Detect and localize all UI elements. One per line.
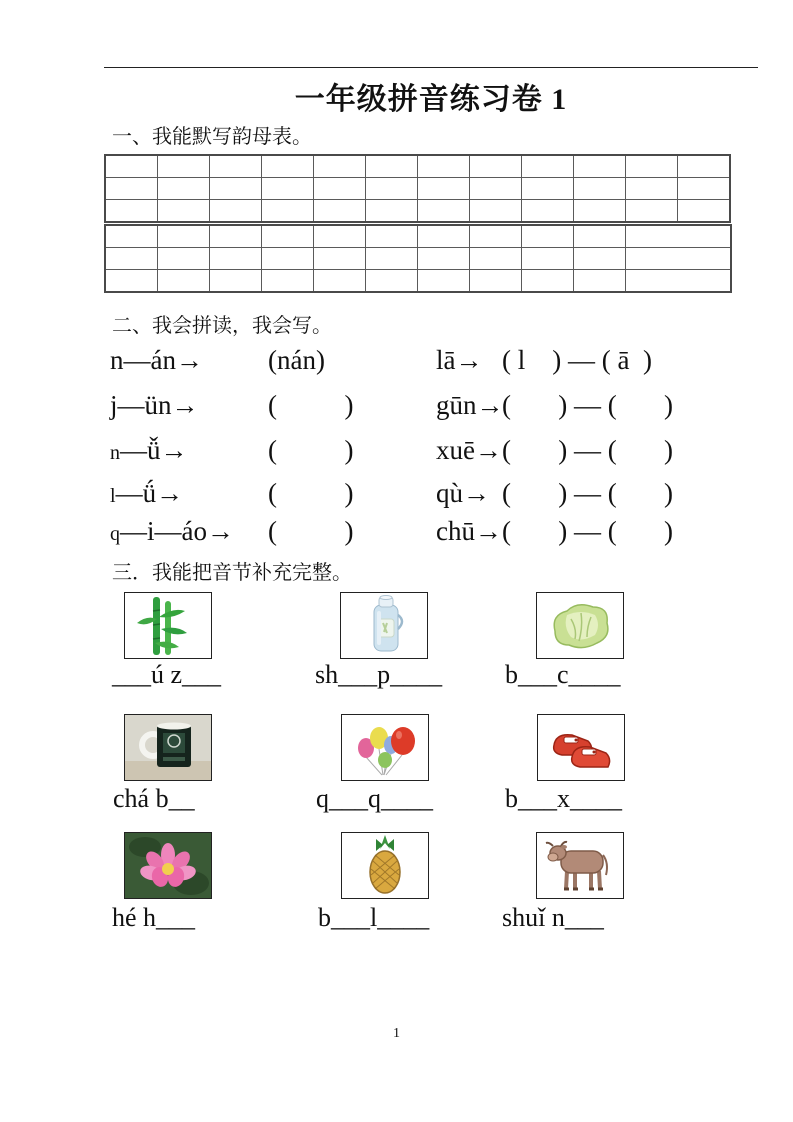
pinyin-right-expression: qù→	[436, 478, 490, 508]
syllable-blank-mug: chá b__	[113, 784, 195, 813]
pinyin-right-expression: gūn→	[436, 390, 504, 420]
pinyin-right-expression: lā→	[436, 345, 483, 375]
image-bamboo	[124, 592, 212, 659]
syllable-blank-lotus: hé h___	[112, 903, 196, 932]
table-cell	[366, 155, 418, 178]
table-cell	[418, 248, 470, 270]
table-cell	[105, 178, 158, 200]
table-cell	[158, 178, 210, 200]
table-cell	[470, 248, 522, 270]
red-shoes-icon	[538, 715, 624, 780]
table-cell	[366, 178, 418, 200]
vowel-table-bottom	[104, 224, 732, 293]
pinyin-left-main: —ǚ→	[120, 435, 188, 465]
lotus-icon	[125, 833, 211, 898]
table-cell	[210, 155, 262, 178]
table-cell	[418, 200, 470, 223]
table-row	[105, 270, 731, 293]
table-cell	[314, 225, 366, 248]
syllable-blank-balloons: q___q____	[316, 784, 433, 813]
table-cell	[210, 200, 262, 223]
pinyin-right-answer: ( ) — ( )	[502, 516, 673, 546]
balloons-icon	[342, 715, 428, 780]
table-cell	[210, 178, 262, 200]
section3-heading: 三．我能把音节补充完整。	[112, 562, 352, 584]
image-balloons	[341, 714, 429, 781]
table-cell	[574, 155, 626, 178]
table-cell	[470, 270, 522, 293]
pinyin-left-answer: ( )	[268, 516, 354, 546]
table-cell	[418, 270, 470, 293]
table-cell	[262, 270, 314, 293]
pinyin-initial-small: n	[110, 442, 120, 464]
table-cell	[626, 225, 732, 248]
water-bottle-icon	[341, 593, 427, 658]
table-cell	[522, 178, 574, 200]
table-cell	[105, 248, 158, 270]
table-cell	[314, 178, 366, 200]
table-cell	[626, 155, 678, 178]
pinyin-left-expression	[110, 435, 188, 466]
pinyin-left-answer: ( )	[268, 478, 354, 508]
pinyin-left-main: —ǘ→	[115, 478, 184, 508]
table-cell	[626, 178, 678, 200]
table-cell	[210, 248, 262, 270]
table-cell	[314, 248, 366, 270]
pinyin-row	[0, 390, 793, 428]
mug-icon	[125, 715, 211, 780]
pinyin-initial-small: l	[110, 485, 116, 507]
pinyin-left-main: j—ün→	[110, 390, 199, 420]
table-cell	[366, 270, 418, 293]
table-cell	[158, 248, 210, 270]
table-row	[105, 155, 730, 178]
table-row	[105, 248, 731, 270]
table-cell	[470, 225, 522, 248]
table-cell	[418, 155, 470, 178]
table-cell	[574, 200, 626, 223]
table-cell	[314, 155, 366, 178]
table-cell	[678, 178, 731, 200]
syllable-blank-bamboo: ___ú z___	[112, 660, 222, 689]
table-cell	[574, 248, 626, 270]
page-title: 一年级拼音练习卷 1	[294, 83, 568, 116]
header-rule	[104, 67, 758, 68]
page-number: 1	[393, 1026, 400, 1041]
table-row	[105, 178, 730, 200]
table-cell	[574, 225, 626, 248]
image-red-shoes	[537, 714, 625, 781]
table-cell	[522, 155, 574, 178]
cabbage-icon	[537, 593, 623, 658]
syllable-blank-water-bottle: sh___p____	[315, 660, 443, 689]
pinyin-left-answer: ( )	[268, 390, 354, 420]
pinyin-right-answer: ( ) — ( )	[502, 435, 673, 465]
table-cell	[158, 155, 210, 178]
table-cell	[626, 200, 678, 223]
table-cell	[262, 178, 314, 200]
image-mug	[124, 714, 212, 781]
table-cell	[262, 225, 314, 248]
table-cell	[210, 270, 262, 293]
vowel-table-top	[104, 154, 731, 223]
image-pineapple	[341, 832, 429, 899]
image-cabbage	[536, 592, 624, 659]
table-cell	[470, 155, 522, 178]
pinyin-left-expression	[110, 478, 183, 509]
image-water-bottle	[340, 592, 428, 659]
table-cell	[105, 200, 158, 223]
image-lotus	[124, 832, 212, 899]
table-cell	[158, 225, 210, 248]
pinyin-right-answer: ( ) — ( )	[502, 390, 673, 420]
pinyin-left-expression	[110, 390, 199, 421]
table-cell	[366, 248, 418, 270]
table-row	[105, 200, 730, 223]
table-cell	[418, 225, 470, 248]
table-cell	[105, 270, 158, 293]
table-cell	[574, 270, 626, 293]
pinyin-initial-small: q	[110, 523, 120, 545]
table-cell	[470, 178, 522, 200]
pinyin-right-expression: chū→	[436, 516, 502, 546]
table-cell	[626, 248, 732, 270]
table-cell	[210, 225, 262, 248]
bamboo-icon	[125, 593, 211, 658]
table-cell	[522, 225, 574, 248]
pinyin-left-answer: (nán)	[268, 345, 325, 375]
pinyin-right-expression: xuē→	[436, 435, 502, 465]
pinyin-row	[0, 516, 793, 554]
table-cell	[105, 225, 158, 248]
table-cell	[158, 270, 210, 293]
table-cell	[105, 155, 158, 178]
pinyin-right-answer: ( l ) — ( ā )	[502, 345, 652, 375]
table-cell	[678, 200, 731, 223]
table-cell	[574, 178, 626, 200]
table-cell	[626, 270, 732, 293]
syllable-blank-red-shoes: b___x____	[505, 784, 622, 813]
syllable-blank-cow: shuǐ n___	[502, 903, 604, 932]
pineapple-icon	[342, 833, 428, 898]
pinyin-row	[0, 478, 793, 516]
section1-heading: 一、我能默写韵母表。	[112, 126, 312, 148]
pinyin-left-main: —i—áo→	[120, 516, 234, 546]
table-cell	[314, 270, 366, 293]
table-cell	[262, 155, 314, 178]
table-cell	[158, 200, 210, 223]
pinyin-left-expression	[110, 516, 234, 547]
table-cell	[522, 270, 574, 293]
syllable-blank-cabbage: b___c____	[505, 660, 621, 689]
pinyin-left-expression	[110, 345, 203, 376]
cow-icon	[537, 833, 623, 898]
table-cell	[262, 200, 314, 223]
pinyin-row	[0, 345, 793, 383]
table-cell	[678, 155, 731, 178]
pinyin-right-answer: ( ) — ( )	[502, 478, 673, 508]
pinyin-row	[0, 435, 793, 473]
syllable-blank-pineapple: b___l____	[318, 903, 430, 932]
table-cell	[522, 248, 574, 270]
table-cell	[314, 200, 366, 223]
section2-heading: 二、我会拼读，我会写。	[112, 315, 332, 337]
table-cell	[262, 248, 314, 270]
table-row	[105, 225, 731, 248]
table-cell	[522, 200, 574, 223]
image-cow	[536, 832, 624, 899]
table-cell	[366, 225, 418, 248]
pinyin-left-main: n—án→	[110, 345, 203, 375]
table-cell	[470, 200, 522, 223]
pinyin-left-answer: ( )	[268, 435, 354, 465]
table-cell	[418, 178, 470, 200]
table-cell	[366, 200, 418, 223]
